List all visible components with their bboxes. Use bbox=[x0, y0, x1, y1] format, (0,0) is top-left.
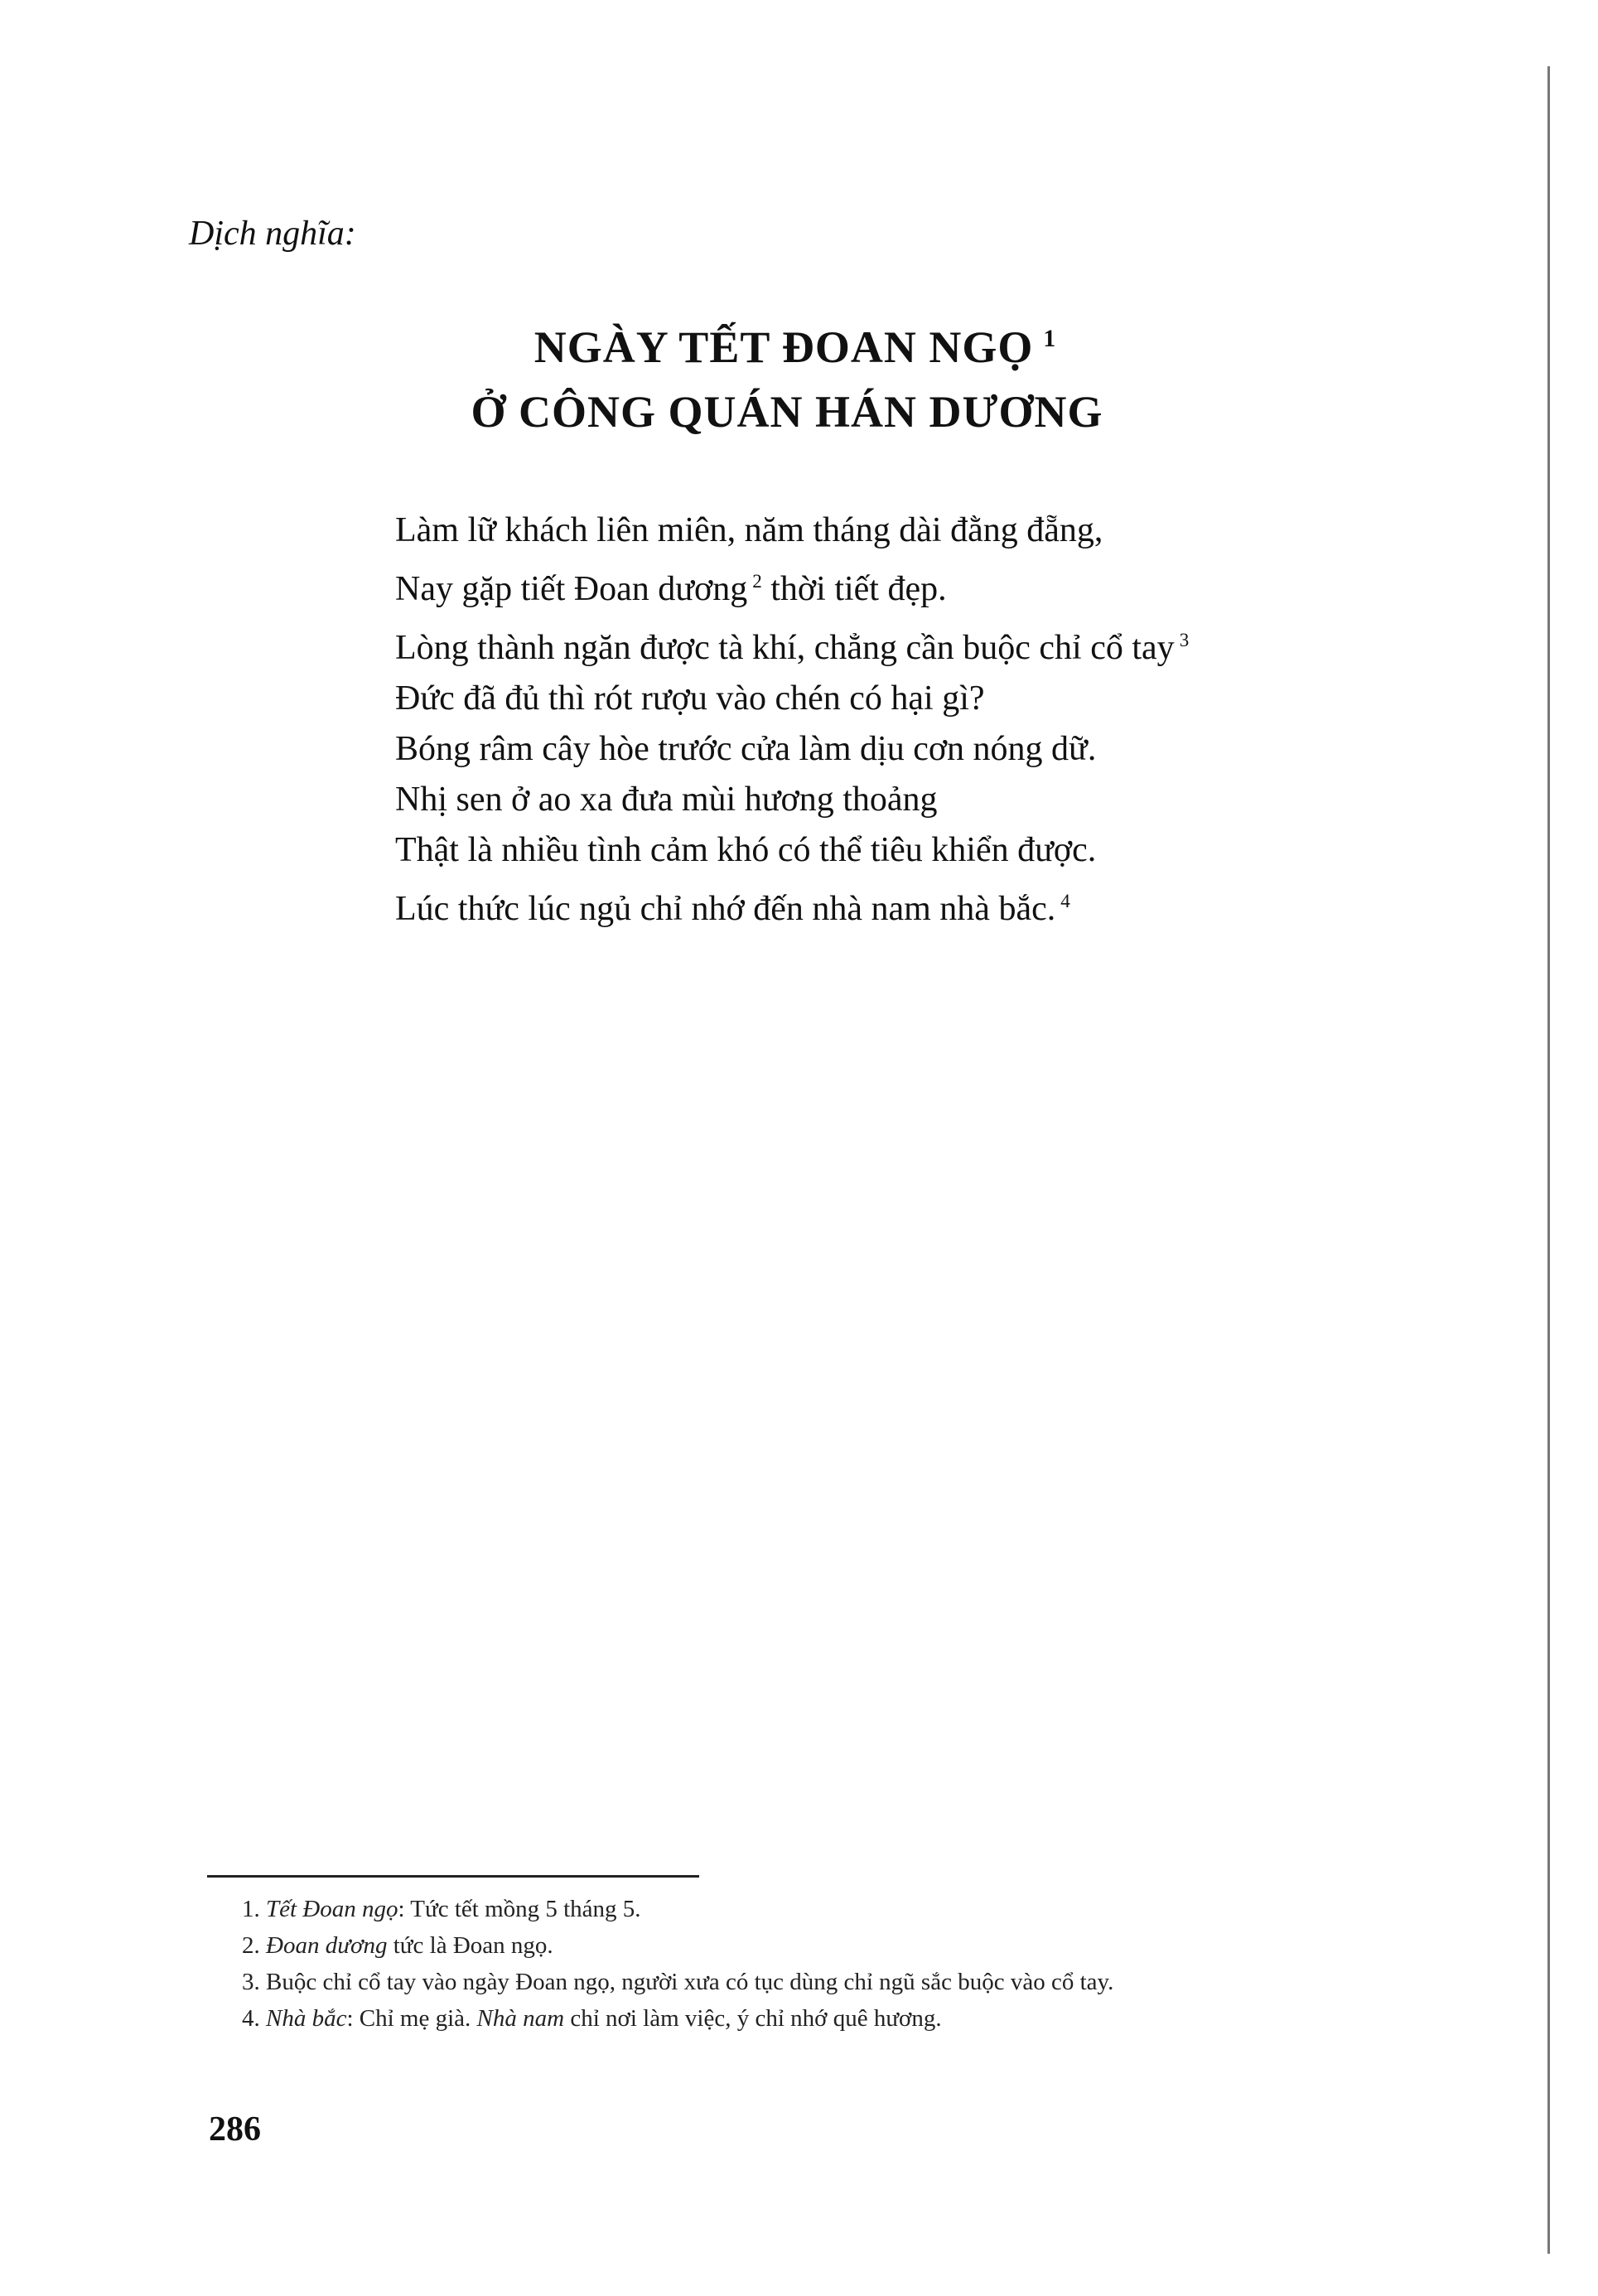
poem-line-5 bbox=[395, 724, 1189, 775]
poem-line-7 bbox=[395, 825, 1189, 876]
poem-line-text: Bóng râm cây hòe trước cửa làm dịu cơn nóng dữ. bbox=[395, 730, 1097, 768]
footnote-3 bbox=[207, 1964, 1433, 2000]
poem-line-3 bbox=[395, 615, 1189, 674]
poem-title-text-1: NGÀY TẾT ĐOAN NGỌ bbox=[533, 322, 1034, 372]
poem-line-2 bbox=[395, 556, 1189, 615]
footnote-number: 2. bbox=[242, 1932, 260, 1959]
poem-line-text: Nhị sen ở ao xa đưa mùi hương thoảng bbox=[395, 781, 938, 819]
footnote-number: 1. bbox=[242, 1896, 260, 1922]
footnote-ref-2: 2 bbox=[752, 570, 762, 592]
poem-line-text: Lòng thành ngăn được tà khí, chẳng cần buộc chỉ cổ tay bbox=[395, 629, 1175, 667]
footnote-text-2: chỉ nơi làm việc, ý chỉ nhớ quê hương. bbox=[564, 2005, 942, 2032]
poem-line-text: Làm lữ khách liên miên, năm tháng dài đằng đẵng, bbox=[395, 511, 1103, 549]
footnote-ref-4: 4 bbox=[1060, 890, 1070, 911]
footnote-divider bbox=[207, 1875, 699, 1878]
footnote-text: : Tức tết mồng 5 tháng 5. bbox=[398, 1896, 641, 1922]
page-edge-line bbox=[1547, 66, 1550, 2254]
footnote-text: tức là Đoan ngọ. bbox=[387, 1932, 553, 1959]
footnote-term: Tết Đoan ngọ bbox=[266, 1896, 398, 1922]
poem-line-1 bbox=[395, 505, 1189, 556]
poem-line-text: Thật là nhiều tình cảm khó có thể tiêu khiển được. bbox=[395, 831, 1097, 869]
footnote-term: Nhà bắc bbox=[266, 2005, 347, 2032]
footnotes bbox=[207, 1891, 1433, 2037]
poem-line-text: Lúc thức lúc ngủ chỉ nhớ đến nhà nam nhà bắc. bbox=[395, 890, 1056, 928]
footnote-number: 3. bbox=[242, 1969, 260, 1995]
footnote-2 bbox=[207, 1927, 1433, 1964]
poem-title-line-1 bbox=[174, 321, 1417, 373]
poem-body bbox=[395, 505, 1189, 935]
footnote-term-2: Nhà nam bbox=[476, 2005, 565, 2032]
footnote-text: : Chỉ mẹ già. bbox=[346, 2005, 477, 2032]
poem-line-8 bbox=[395, 876, 1189, 935]
footnote-number: 4. bbox=[242, 2005, 260, 2032]
footnote-4 bbox=[207, 2000, 1433, 2037]
heading-label: Dịch nghĩa: bbox=[189, 215, 356, 253]
footnote-ref-3: 3 bbox=[1179, 629, 1190, 650]
poem-title-line-2: Ở CÔNG QUÁN HÁN DƯƠNG bbox=[471, 387, 1103, 437]
poem-line-4 bbox=[395, 674, 1189, 724]
footnote-text: Buộc chỉ cổ tay vào ngày Đoan ngọ, người xưa có tục dùng chỉ ngũ sắc buộc vào cổ tay. bbox=[266, 1969, 1114, 1995]
poem-line-6 bbox=[395, 775, 1189, 825]
page-number: 286 bbox=[209, 2110, 261, 2149]
footnote-1 bbox=[207, 1891, 1433, 1927]
footnote-term: Đoan dương bbox=[266, 1932, 388, 1959]
poem-line-text: Nay gặp tiết Đoan dương bbox=[395, 570, 748, 608]
poem-line-text-after: thời tiết đẹp. bbox=[761, 570, 947, 608]
poem-line-text: Đức đã đủ thì rót rượu vào chén có hại gì? bbox=[395, 679, 985, 718]
title-footnote-ref: 1 bbox=[1043, 326, 1057, 352]
